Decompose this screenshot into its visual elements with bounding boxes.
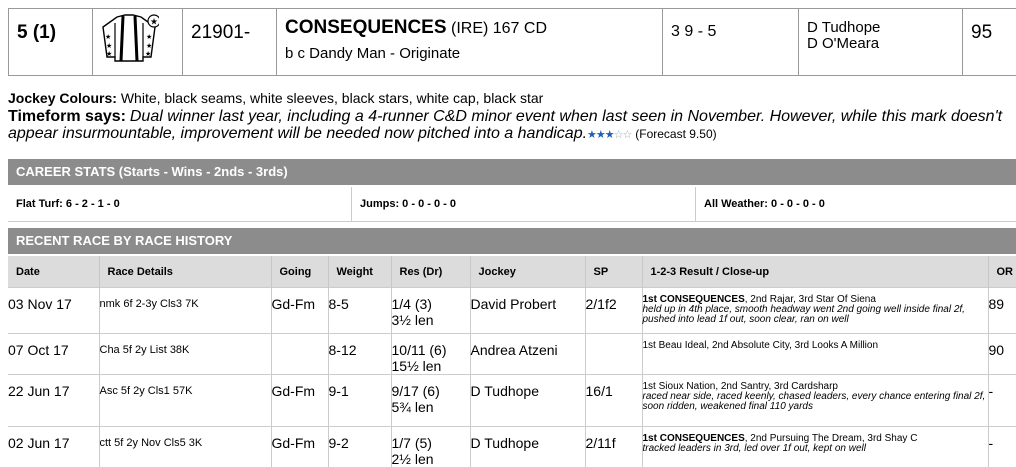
- cell-race[interactable]: Cha 5f 2y List 38K: [99, 334, 271, 375]
- cell-sp: [585, 334, 642, 375]
- career-stats-row: [8, 187, 1016, 222]
- col-date[interactable]: Date: [8, 256, 99, 288]
- cell-weight: 8-12: [328, 334, 391, 375]
- placed-horses: 1st Sioux Nation, 2nd Santry, 3rd Cardsharp: [642, 381, 838, 392]
- timeform-text: Dual winner last year, including a 4-runner C&D minor event when last seen in November. However, while this mark doesn't appear insurmountable, improvement will be needed now pitched into a handicap.: [8, 108, 1003, 142]
- cell-sp: 2/11f: [585, 427, 642, 467]
- race-history-table: [8, 256, 1016, 467]
- cell-sp: 16/1: [585, 375, 642, 427]
- horse-name-cell: [277, 9, 663, 75]
- col-going[interactable]: Going: [271, 256, 328, 288]
- cell-or: -: [988, 375, 1016, 427]
- all-weather-stats: All Weather: 0 - 0 - 0 - 0: [704, 198, 825, 210]
- cell-jockey[interactable]: David Probert: [470, 288, 585, 334]
- svg-text:★: ★: [146, 43, 153, 50]
- svg-text:★: ★: [150, 16, 159, 27]
- timeform-label: Timeform says:: [8, 108, 126, 125]
- result-distance: 15½ len: [391, 358, 442, 374]
- cell-close-up: [642, 288, 988, 334]
- col-sp[interactable]: SP: [585, 256, 642, 288]
- col-result[interactable]: Res (Dr): [391, 256, 470, 288]
- jockey-colours-line: [8, 90, 1016, 107]
- table-row[interactable]: [8, 375, 1016, 427]
- race-comment: tracked leaders in 3rd, led over 1f out, kept on well: [642, 443, 866, 454]
- cell-date: 07 Oct 17: [8, 334, 99, 375]
- horse-name[interactable]: CONSEQUENCES: [285, 17, 447, 38]
- cell-close-up: [642, 334, 988, 375]
- race-history-header: RECENT RACE BY RACE HISTORY: [8, 228, 1016, 254]
- jockey-colours-label: Jockey Colours:: [8, 90, 117, 106]
- result-position: 1/7 (5): [391, 435, 432, 451]
- cell-sp: 2/1f2: [585, 288, 642, 334]
- horse-country-rating: (IRE) 167 CD: [450, 20, 548, 37]
- col-or[interactable]: OR: [988, 256, 1016, 288]
- cell-race[interactable]: nmk 6f 2-3y Cls3 7K: [99, 288, 271, 334]
- cell-close-up: [642, 427, 988, 467]
- cell-going: Gd-Fm: [271, 427, 328, 467]
- cell-result: [391, 427, 470, 467]
- forecast-price: (Forecast 9.50): [635, 127, 717, 141]
- star-filled-icon: ★★★: [587, 129, 614, 141]
- cell-result: [391, 375, 470, 427]
- cell-close-up: [642, 375, 988, 427]
- cell-weight: 9-2: [328, 427, 391, 467]
- table-row[interactable]: [8, 427, 1016, 467]
- col-close-up[interactable]: 1-2-3 Result / Close-up: [642, 256, 988, 288]
- winner-name: 1st CONSEQUENCES: [642, 433, 745, 444]
- cell-date: 02 Jun 17: [8, 427, 99, 467]
- result-distance: 5¾ len: [391, 399, 434, 415]
- cell-weight: 8-5: [328, 288, 391, 334]
- cell-date: 22 Jun 17: [8, 375, 99, 427]
- col-weight[interactable]: Weight: [328, 256, 391, 288]
- timeform-line: [8, 108, 1016, 144]
- cell-date: 03 Nov 17: [8, 288, 99, 334]
- svg-text:★: ★: [145, 51, 152, 58]
- jumps-stats: Jumps: 0 - 0 - 0 - 0: [352, 187, 696, 221]
- jockey-colours-text: White, black seams, white sleeves, black stars, white cap, black star: [120, 90, 544, 106]
- race-comment: held up in 4th place, smooth headway went 2nd going well inside final 2f, pushed into lead 1f out, soon clear, ran on well: [642, 304, 965, 325]
- cell-race[interactable]: ctt 5f 2y Nov Cls5 3K: [99, 427, 271, 467]
- cell-going: Gd-Fm: [271, 288, 328, 334]
- flat-turf-stats: Flat Turf: 6 - 2 - 1 - 0: [8, 187, 352, 221]
- trainer-name[interactable]: D Tudhope: [807, 19, 881, 36]
- cell-jockey[interactable]: D Tudhope: [470, 427, 585, 467]
- age-weight: 3 9 - 5: [663, 9, 799, 75]
- cell-or: 89: [988, 288, 1016, 334]
- cell-result: [391, 334, 470, 375]
- placed-horses: 1st Beau Ideal, 2nd Absolute City, 3rd Looks A Million: [642, 340, 879, 351]
- placed-horses: , 2nd Rajar, 3rd Star Of Siena: [744, 294, 876, 305]
- result-position: 9/17 (6): [391, 383, 440, 399]
- result-position: 1/4 (3): [391, 296, 432, 312]
- col-race-details[interactable]: Race Details: [99, 256, 271, 288]
- star-empty-icon: ☆☆: [613, 129, 632, 141]
- col-jockey[interactable]: Jockey: [470, 256, 585, 288]
- winner-name: 1st CONSEQUENCES: [642, 294, 745, 305]
- official-rating: 95: [971, 22, 993, 43]
- jockey-name[interactable]: D O'Meara: [807, 35, 880, 52]
- cell-jockey[interactable]: Andrea Atzeni: [470, 334, 585, 375]
- jockey-silks-icon: [93, 9, 183, 75]
- cell-race[interactable]: Asc 5f 2y Cls1 57K: [99, 375, 271, 427]
- trainer-jockey: [799, 9, 963, 75]
- svg-text:★: ★: [105, 34, 112, 41]
- form-figures: 21901-: [183, 9, 277, 75]
- placed-horses: , 2nd Pursuing The Dream, 3rd Shay C: [744, 433, 918, 444]
- table-row[interactable]: [8, 288, 1016, 334]
- result-distance: 2½ len: [391, 451, 434, 467]
- svg-text:★: ★: [106, 51, 113, 58]
- table-header-row: [8, 256, 1016, 288]
- svg-text:★: ★: [106, 43, 113, 50]
- timeform-star-rating: [587, 129, 631, 141]
- result-distance: 3½ len: [391, 312, 434, 328]
- runner-header: [8, 8, 1016, 76]
- cell-weight: 9-1: [328, 375, 391, 427]
- runner-number: 5 (1): [9, 9, 93, 75]
- race-comment: raced near side, raced keenly, chased leaders, every chance entering final 2f, soon ridden, weakened final 110 yards: [642, 391, 986, 412]
- cell-jockey[interactable]: D Tudhope: [470, 375, 585, 427]
- runner-info: [8, 90, 1016, 144]
- cell-or: -: [988, 427, 1016, 467]
- cell-or: 90: [988, 334, 1016, 375]
- svg-text:★: ★: [146, 34, 153, 41]
- table-row[interactable]: [8, 334, 1016, 375]
- result-position: 10/11 (6): [391, 342, 447, 358]
- cell-going: Gd-Fm: [271, 375, 328, 427]
- horse-breeding: b c Dandy Man - Originate: [285, 45, 461, 62]
- career-stats-header: CAREER STATS (Starts - Wins - 2nds - 3rds): [8, 159, 1016, 185]
- cell-result: [391, 288, 470, 334]
- cell-going: [271, 334, 328, 375]
